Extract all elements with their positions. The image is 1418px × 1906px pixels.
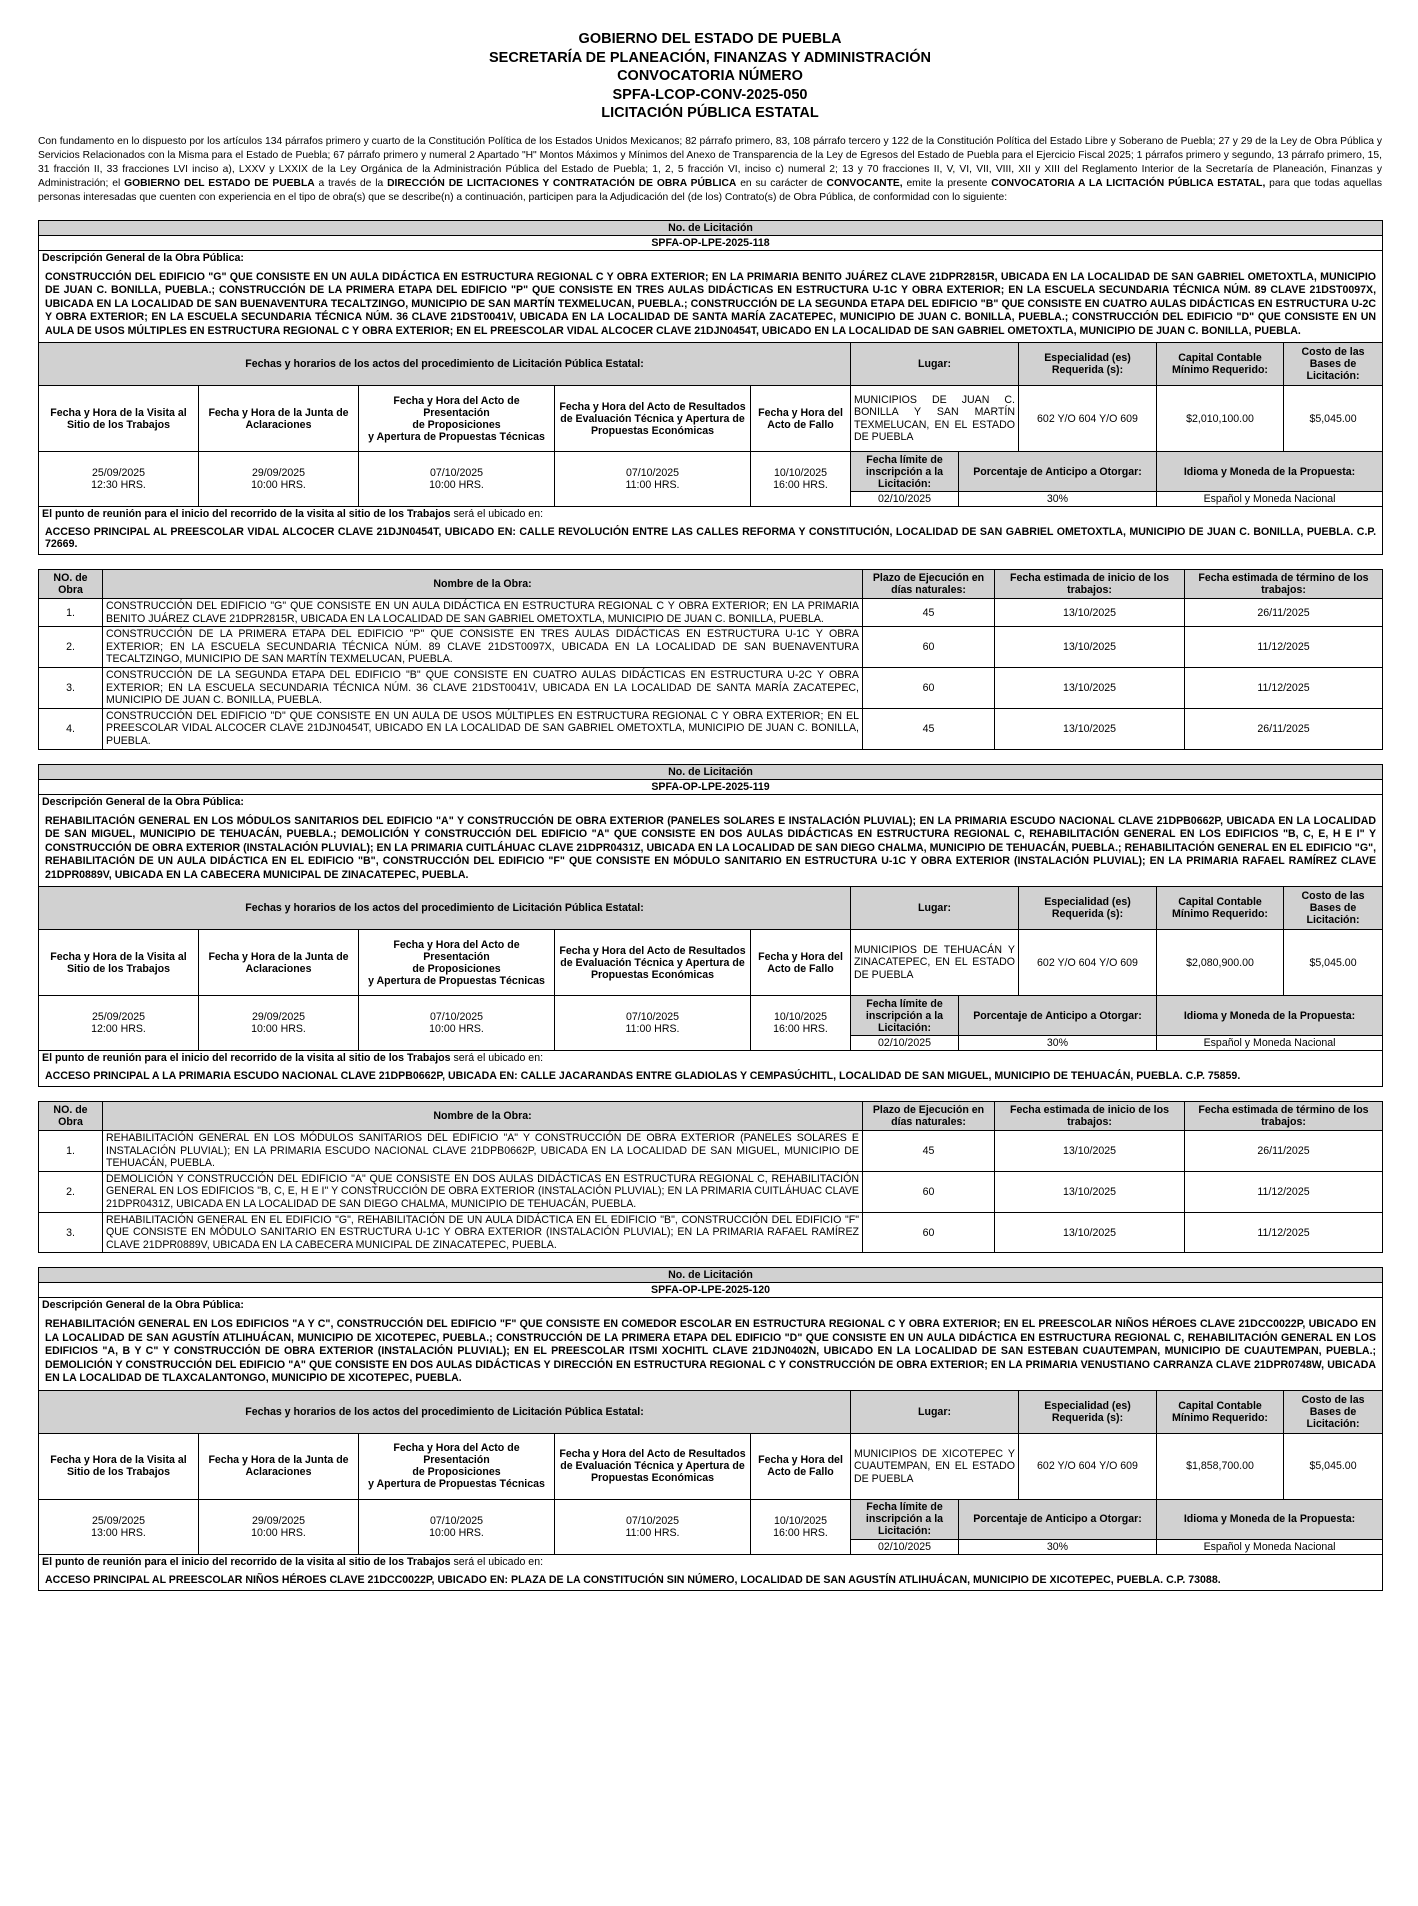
obra-nombre: CONSTRUCCIÓN DE LA SEGUNDA ETAPA DEL EDIFICIO "B" QUE CONSISTE EN CUATRO AULAS DIDÁCTICAS EN ESTRUCTURA U-2C Y OBRA EXTERIOR; EN LA ESCUELA SECUNDARIA TÉCNICA NÚM. 36 CLAVE 21DST0041V, UBICADA EN LA LOCALIDAD DE SANTA MARÍA ZACATEPEC, MUNICIPIO DE JUAN C. BONILLA, PUEBLA.: [103, 667, 863, 708]
fallo-label: Fecha y Hora del Acto de Fallo: [751, 930, 851, 996]
obra-termino: 26/11/2025: [1185, 708, 1383, 749]
punto-reunion-value: ACCESO PRINCIPAL AL PREESCOLAR NIÑOS HÉROES CLAVE 21DCC0022P, UBICADO EN: PLAZA DE LA CONSTITUCIÓN SIN NÚMERO, LOCALIDAD DE SAN AGUSTÍN ATLIHUÁCAN, MUNICIPIO DE XICOTEPEC, PUEBLA. C.P. 73088.: [39, 1569, 1383, 1591]
lugar-value: MUNICIPIOS DE JUAN C. BONILLA Y SAN MARTÍN TEXMELUCAN, EN EL ESTADO DE PUEBLA: [851, 386, 1019, 452]
obra-no: 4.: [39, 708, 103, 749]
lugar-label: Lugar:: [851, 1390, 1019, 1433]
capital-value: $1,858,700.00: [1157, 1433, 1284, 1499]
capital-label: Capital Contable Mínimo Requerido:: [1157, 1390, 1284, 1433]
anticipo-value: 30%: [959, 1036, 1157, 1051]
no-licitacion-label: No. de Licitación: [39, 220, 1383, 235]
especialidad-value: 602 Y/O 604 Y/O 609: [1019, 1433, 1157, 1499]
licitacion-block-1: [38, 220, 1382, 750]
obra-no: 1.: [39, 599, 103, 627]
header-line-4: SPFA-LCOP-CONV-2025-050: [612, 86, 808, 103]
junta-label: Fecha y Hora de la Junta de Aclaraciones: [199, 386, 359, 452]
visita-value: 25/09/2025 12:30 HRS.: [39, 452, 199, 507]
presentacion-value: 07/10/2025 10:00 HRS.: [359, 452, 555, 507]
descripcion-label: Descripción General de la Obra Pública:: [39, 794, 1383, 809]
capital-label: Capital Contable Mínimo Requerido:: [1157, 887, 1284, 930]
obra-inicio: 13/10/2025: [995, 599, 1185, 627]
descripcion-label: Descripción General de la Obra Pública:: [39, 1298, 1383, 1313]
capital-label: Capital Contable Mínimo Requerido:: [1157, 343, 1284, 386]
punto-reunion-label: El punto de reunión para el inicio del recorrido de la visita al sitio de los Trabajos será el ubicado en:: [39, 1051, 1383, 1066]
descripcion-text: REHABILITACIÓN GENERAL EN LOS EDIFICIOS "A Y C", CONSTRUCCIÓN DEL EDIFICIO "F" QUE CONSISTE EN COMEDOR ESCOLAR EN ESTRUCTURA REGIONAL C Y OBRA EXTERIOR; EN EL PREESCOLAR NIÑOS HÉROES CLAVE 21DCC0022P, UBICADO EN LA LOCALIDAD DE SAN AGUSTÍN ATLIHUÁCAN, MUNICIPIO DE XICOTEPEC, PUEBLA.; CONSTRUCCIÓN DE LA PRIMERA ETAPA DEL EDIFICIO "D" QUE CONSISTE EN UN AULA DIDÁCTICA EN ESTRUCTURA REGIONAL C, REHABILITACIÓN GENERAL EN LOS EDIFICIOS "A, B Y C" Y CONSTRUCCIÓN DE OBRA EXTERIOR (INSTALACIÓN PLUVIAL); EN EL PREESCOLAR ITSMI XOCHITL CLAVE 21DJN0402N, UBICADO EN LA LOCALIDAD DE SAN ESTEBAN CUAUTEMPAN, MUNICIPIO DE CUAUTEMPAN, PUEBLA.; DEMOLICIÓN Y CONSTRUCCIÓN DEL EDIFICIO "A" QUE CONSISTE EN DOS AULAS DIDÁCTICAS Y DIRECCIÓN EN ESTRUCTURA REGIONAL C Y CONSTRUCCIÓN DE OBRA EXTERIOR; EN LA PRIMARIA VENUSTIANO CARRANZA CLAVE 21DPR0748W, UBICADA EN LA LOCALIDAD DE TLAXCALANTONGO, MUNICIPIO DE XICOTEPEC, PUEBLA.: [39, 1312, 1383, 1390]
presentacion-label: Fecha y Hora del Acto de Presentación de Proposiciones y Apertura de Propuestas Técnicas: [359, 386, 555, 452]
idioma-value: Español y Moneda Nacional: [1157, 1539, 1383, 1554]
resultados-label: Fecha y Hora del Acto de Resultados de Evaluación Técnica y Apertura de Propuestas Económicas: [555, 386, 751, 452]
limite-value: 02/10/2025: [851, 1539, 959, 1554]
presentacion-value: 07/10/2025 10:00 HRS.: [359, 1499, 555, 1554]
obra-plazo: 45: [863, 1131, 995, 1172]
costo-label: Costo de las Bases de Licitación:: [1284, 343, 1383, 386]
licitacion-table: [38, 1267, 1383, 1591]
fallo-value: 10/10/2025 16:00 HRS.: [751, 1499, 851, 1554]
fallo-value: 10/10/2025 16:00 HRS.: [751, 996, 851, 1051]
anticipo-label: Porcentaje de Anticipo a Otorgar:: [959, 996, 1157, 1036]
no-licitacion-label: No. de Licitación: [39, 764, 1383, 779]
obra-nombre: CONSTRUCCIÓN DEL EDIFICIO "G" QUE CONSISTE EN UN AULA DIDÁCTICA EN ESTRUCTURA REGIONAL C Y OBRA EXTERIOR; EN LA PRIMARIA BENITO JUÁREZ CLAVE 21DPR2815R, UBICADA EN LA LOCALIDAD DE SAN GABRIEL OMETOXTLA, MUNICIPIO DE JUAN C. BONILLA, PUEBLA.: [103, 599, 863, 627]
plazo-header: Plazo de Ejecución en días naturales:: [863, 570, 995, 599]
table-row: [39, 708, 1383, 749]
lugar-label: Lugar:: [851, 887, 1019, 930]
descripcion-text: CONSTRUCCIÓN DEL EDIFICIO "G" QUE CONSISTE EN UN AULA DIDÁCTICA EN ESTRUCTURA REGIONAL C Y OBRA EXTERIOR; EN LA PRIMARIA BENITO JUÁREZ CLAVE 21DPR2815R, UBICADA EN LA LOCALIDAD DE SAN GABRIEL OMETOXTLA, MUNICIPIO DE JUAN C. BONILLA, PUEBLA.; CONSTRUCCIÓN DE LA PRIMERA ETAPA DEL EDIFICIO "P" QUE CONSISTE EN TRES AULAS DIDÁCTICAS EN ESTRUCTURA U-1C Y OBRA EXTERIOR; EN LA ESCUELA SECUNDARIA TÉCNICA NÚM. 89 CLAVE 21DST0097X, UBICADA EN LA LOCALIDAD DE SAN BUENAVENTURA TECALTZINGO, MUNICIPIO DE SAN MARTÍN TEXMELUCAN, PUEBLA.; CONSTRUCCIÓN DE LA SEGUNDA ETAPA DEL EDIFICIO "B" QUE CONSISTE EN CUATRO AULAS DIDÁCTICAS EN ESTRUCTURA U-2C Y OBRA EXTERIOR; EN LA ESCUELA SECUNDARIA TÉCNICA NÚM. 36 CLAVE 21DST0041V, UBICADA EN LA LOCALIDAD DE SANTA MARÍA ZACATEPEC, MUNICIPIO DE JUAN C. BONILLA, PUEBLA.; CONSTRUCCIÓN DEL EDIFICIO "D" QUE CONSISTE EN UN AULA DE USOS MÚLTIPLES EN ESTRUCTURA REGIONAL C Y OBRA EXTERIOR; EN EL PREESCOLAR VIDAL ALCOCER CLAVE 21DJN0454T, UBICADO EN LA LOCALIDAD DE SAN GABRIEL OMETOXTLA, MUNICIPIO DE JUAN C. BONILLA, PUEBLA.: [39, 265, 1383, 343]
inicio-header: Fecha estimada de inicio de los trabajos:: [995, 570, 1185, 599]
resultados-value: 07/10/2025 11:00 HRS.: [555, 452, 751, 507]
obra-no: 1.: [39, 1131, 103, 1172]
especialidad-value: 602 Y/O 604 Y/O 609: [1019, 386, 1157, 452]
licitacion-numero: SPFA-OP-LPE-2025-118: [39, 235, 1383, 250]
costo-label: Costo de las Bases de Licitación:: [1284, 1390, 1383, 1433]
nombre-obra-header: Nombre de la Obra:: [103, 1102, 863, 1131]
licitacion-table: [38, 220, 1383, 556]
obra-nombre: DEMOLICIÓN Y CONSTRUCCIÓN DEL EDIFICIO "A" QUE CONSISTE EN DOS AULAS DIDÁCTICAS EN ESTRUCTURA REGIONAL C, REHABILITACIÓN GENERAL EN LOS EDIFICIOS "B, C, E, H E I" Y CONSTRUCCIÓN DE OBRA EXTERIOR (INSTALACIÓN PLUVIAL); EN LA PRIMARIA CUITLÁHUAC CLAVE 21DPR0431Z, UBICADA EN LA LOCALIDAD DE SAN DIEGO CHALMA, MUNICIPIO DE TEHUACÁN, PUEBLA.: [103, 1171, 863, 1212]
no-obra-header: NO. de Obra: [39, 570, 103, 599]
limite-label: Fecha límite de inscripción a la Licitación:: [851, 1499, 959, 1539]
obra-plazo: 60: [863, 627, 995, 668]
document-page: [38, 30, 1382, 1591]
capital-value: $2,010,100.00: [1157, 386, 1284, 452]
obra-plazo: 60: [863, 1171, 995, 1212]
obra-termino: 26/11/2025: [1185, 1131, 1383, 1172]
header-line-2: SECRETARÍA DE PLANEACIÓN, FINANZAS Y ADMINISTRACIÓN: [488, 49, 931, 66]
resultados-value: 07/10/2025 11:00 HRS.: [555, 1499, 751, 1554]
fallo-label: Fecha y Hora del Acto de Fallo: [751, 1433, 851, 1499]
obra-plazo: 60: [863, 667, 995, 708]
fechas-horarios-label: Fechas y horarios de los actos del procedimiento de Licitación Pública Estatal:: [39, 1390, 851, 1433]
especialidad-label: Especialidad (es) Requerida (s):: [1019, 343, 1157, 386]
no-licitacion-label: No. de Licitación: [39, 1268, 1383, 1283]
idioma-label: Idioma y Moneda de la Propuesta:: [1157, 452, 1383, 492]
licitacion-numero: SPFA-OP-LPE-2025-120: [39, 1283, 1383, 1298]
inicio-header: Fecha estimada de inicio de los trabajos:: [995, 1102, 1185, 1131]
header-line-5: LICITACIÓN PÚBLICA ESTATAL: [601, 105, 819, 121]
junta-value: 29/09/2025 10:00 HRS.: [199, 452, 359, 507]
junta-label: Fecha y Hora de la Junta de Aclaraciones: [199, 930, 359, 996]
obra-nombre: REHABILITACIÓN GENERAL EN EL EDIFICIO "G", REHABILITACIÓN DE UN AULA DIDÁCTICA EN EL EDIFICIO "B", CONSTRUCCIÓN DEL EDIFICIO "F" QUE CONSISTE EN MÓDULO SANITARIO EN ESTRUCTURA U-1C Y OBRA EXTERIOR (INSTALACIÓN PLUVIAL); EN LA PRIMARIA RAFAEL RAMÍREZ CLAVE 21DPR0889V, UBICADA EN LA CABECERA MUNICIPAL DE ZINACATEPEC, PUEBLA.: [103, 1212, 863, 1253]
obra-no: 2.: [39, 1171, 103, 1212]
costo-label: Costo de las Bases de Licitación:: [1284, 887, 1383, 930]
obra-no: 2.: [39, 627, 103, 668]
header-line-3: CONVOCATORIA NÚMERO: [617, 68, 803, 84]
anticipo-label: Porcentaje de Anticipo a Otorgar:: [959, 1499, 1157, 1539]
idioma-value: Español y Moneda Nacional: [1157, 1036, 1383, 1051]
punto-reunion-label: El punto de reunión para el inicio del recorrido de la visita al sitio de los Trabajos será el ubicado en:: [39, 1554, 1383, 1569]
table-row: [39, 1171, 1383, 1212]
obra-termino: 11/12/2025: [1185, 627, 1383, 668]
punto-reunion-label: El punto de reunión para el inicio del recorrido de la visita al sitio de los Trabajos será el ubicado en:: [39, 507, 1383, 522]
limite-value: 02/10/2025: [851, 492, 959, 507]
document-header: [38, 30, 1382, 123]
junta-label: Fecha y Hora de la Junta de Aclaraciones: [199, 1433, 359, 1499]
obra-inicio: 13/10/2025: [995, 667, 1185, 708]
resultados-label: Fecha y Hora del Acto de Resultados de Evaluación Técnica y Apertura de Propuestas Económicas: [555, 930, 751, 996]
presentacion-label: Fecha y Hora del Acto de Presentación de Proposiciones y Apertura de Propuestas Técnicas: [359, 930, 555, 996]
obra-inicio: 13/10/2025: [995, 1131, 1185, 1172]
fallo-label: Fecha y Hora del Acto de Fallo: [751, 386, 851, 452]
obra-inicio: 13/10/2025: [995, 1212, 1185, 1253]
lugar-label: Lugar:: [851, 343, 1019, 386]
obras-table: [38, 569, 1383, 750]
obras-table: [38, 1101, 1383, 1253]
presentacion-value: 07/10/2025 10:00 HRS.: [359, 996, 555, 1051]
obra-nombre: CONSTRUCCIÓN DEL EDIFICIO "D" QUE CONSISTE EN UN AULA DE USOS MÚLTIPLES EN ESTRUCTURA REGIONAL C Y OBRA EXTERIOR; EN EL PREESCOLAR VIDAL ALCOCER CLAVE 21DJN0454T, UBICADO EN LA LOCALIDAD DE SAN GABRIEL OMETOXTLA, MUNICIPIO DE JUAN C. BONILLA, PUEBLA.: [103, 708, 863, 749]
limite-value: 02/10/2025: [851, 1036, 959, 1051]
obra-nombre: REHABILITACIÓN GENERAL EN LOS MÓDULOS SANITARIOS DEL EDIFICIO "A" Y CONSTRUCCIÓN DE OBRA EXTERIOR (PANELES SOLARES E INSTALACIÓN PLUVIAL); EN LA PRIMARIA ESCUDO NACIONAL CLAVE 21DPB0662P, UBICADA EN LA LOCALIDAD DE SAN MIGUEL, MUNICIPIO DE TEHUACÁN, PUEBLA.: [103, 1131, 863, 1172]
obra-plazo: 60: [863, 1212, 995, 1253]
obra-inicio: 13/10/2025: [995, 708, 1185, 749]
obra-plazo: 45: [863, 708, 995, 749]
fechas-horarios-label: Fechas y horarios de los actos del procedimiento de Licitación Pública Estatal:: [39, 343, 851, 386]
punto-reunion-value: ACCESO PRINCIPAL AL PREESCOLAR VIDAL ALCOCER CLAVE 21DJN0454T, UBICADO EN: CALLE REVOLUCIÓN ENTRE LAS CALLES REFORMA Y CONSTITUCIÓN, LOCALIDAD DE SAN GABRIEL OMETOXTLA, MUNICIPIO DE JUAN C. BONILLA, PUEBLA. C.P. 72669.: [39, 521, 1383, 555]
obra-inicio: 13/10/2025: [995, 627, 1185, 668]
obra-no: 3.: [39, 667, 103, 708]
presentacion-label: Fecha y Hora del Acto de Presentación de Proposiciones y Apertura de Propuestas Técnicas: [359, 1433, 555, 1499]
costo-value: $5,045.00: [1284, 386, 1383, 452]
termino-header: Fecha estimada de término de los trabajos:: [1185, 1102, 1383, 1131]
junta-value: 29/09/2025 10:00 HRS.: [199, 996, 359, 1051]
visita-value: 25/09/2025 13:00 HRS.: [39, 1499, 199, 1554]
table-row: [39, 627, 1383, 668]
capital-value: $2,080,900.00: [1157, 930, 1284, 996]
costo-value: $5,045.00: [1284, 930, 1383, 996]
licitacion-table: [38, 764, 1383, 1088]
table-row: [39, 1131, 1383, 1172]
resultados-label: Fecha y Hora del Acto de Resultados de Evaluación Técnica y Apertura de Propuestas Económicas: [555, 1433, 751, 1499]
punto-reunion-value: ACCESO PRINCIPAL A LA PRIMARIA ESCUDO NACIONAL CLAVE 21DPB0662P, UBICADA EN: CALLE JACARANDAS ENTRE GLADIOLAS Y CEMPASÚCHITL, LOCALIDAD DE SAN MIGUEL, MUNICIPIO DE TEHUACÁN, PUEBLA. C.P. 75859.: [39, 1065, 1383, 1087]
obra-termino: 11/12/2025: [1185, 1212, 1383, 1253]
no-obra-header: NO. de Obra: [39, 1102, 103, 1131]
intro-paragraph: Con fundamento en lo dispuesto por los artículos 134 párrafos primero y cuarto de la Constitución Política de los Estados Unidos Mexicanos; 82 párrafo primero, 83, 108 párrafo tercero y 122 de la Constitución Política del Estado Libre y Soberano de Puebla; 27 y 29 de la Ley de Obra Pública y Servicios Relacionados con la Misma para el Estado de Puebla; 67 párrafo primero y numeral 2 Apartado "H" Montos Máximos y Mínimos del Anexo de Transparencia de la Ley de Egresos del Estado de Puebla para el Ejercicio Fiscal 2025; 1 párrafos primero y segundo, 13 párrafo primero, 15, 31 fracción II, 33 fracciones LVI inciso a), LXXV y LXXIX de la Ley Orgánica de la Administración Pública del Estado de Puebla; 1, 2, 5 fracción VI, inciso c) numeral 2; 13 y 70 fracciones II, V, VI, VII, VIII, XII y XIII del Reglamento Interior de la Secretaría de Planeación, Finanzas y Administración; el GOBIERNO DEL ESTADO DE PUEBLA a través de la DIRECCIÓN DE LICITACIONES Y CONTRATACIÓN DE OBRA PÚBLICA en su carácter de CONVOCANTE, emite la presente CONVOCATORIA A LA LICITACIÓN PÚBLICA ESTATAL, para que todas aquellas personas interesadas que cuenten con experiencia en el tipo de obra(s) que se describe(n) a continuación, participen para la Adjudicación del (de los) Contrato(s) de Obra Pública, de conformidad con lo siguiente:: [38, 135, 1382, 204]
table-row: [39, 599, 1383, 627]
especialidad-label: Especialidad (es) Requerida (s):: [1019, 887, 1157, 930]
idioma-label: Idioma y Moneda de la Propuesta:: [1157, 1499, 1383, 1539]
licitacion-block-2: [38, 764, 1382, 1254]
licitacion-block-3: [38, 1267, 1382, 1591]
visita-value: 25/09/2025 12:00 HRS.: [39, 996, 199, 1051]
resultados-value: 07/10/2025 11:00 HRS.: [555, 996, 751, 1051]
anticipo-label: Porcentaje de Anticipo a Otorgar:: [959, 452, 1157, 492]
obra-plazo: 45: [863, 599, 995, 627]
limite-label: Fecha límite de inscripción a la Licitación:: [851, 996, 959, 1036]
visita-label: Fecha y Hora de la Visita al Sitio de los Trabajos: [39, 930, 199, 996]
licitacion-numero: SPFA-OP-LPE-2025-119: [39, 779, 1383, 794]
termino-header: Fecha estimada de término de los trabajos:: [1185, 570, 1383, 599]
header-line-1: GOBIERNO DEL ESTADO DE PUEBLA: [578, 31, 842, 47]
nombre-obra-header: Nombre de la Obra:: [103, 570, 863, 599]
junta-value: 29/09/2025 10:00 HRS.: [199, 1499, 359, 1554]
plazo-header: Plazo de Ejecución en días naturales:: [863, 1102, 995, 1131]
lugar-value: MUNICIPIOS DE XICOTEPEC Y CUAUTEMPAN, EN EL ESTADO DE PUEBLA: [851, 1433, 1019, 1499]
visita-label: Fecha y Hora de la Visita al Sitio de los Trabajos: [39, 1433, 199, 1499]
licitaciones-container: [38, 220, 1382, 1591]
costo-value: $5,045.00: [1284, 1433, 1383, 1499]
fallo-value: 10/10/2025 16:00 HRS.: [751, 452, 851, 507]
obra-nombre: CONSTRUCCIÓN DE LA PRIMERA ETAPA DEL EDIFICIO "P" QUE CONSISTE EN TRES AULAS DIDÁCTICAS EN ESTRUCTURA U-1C Y OBRA EXTERIOR; EN LA ESCUELA SECUNDARIA TÉCNICA NÚM. 89 CLAVE 21DST0097X, UBICADA EN LA LOCALIDAD DE SAN BUENAVENTURA TECALTZINGO, MUNICIPIO DE SAN MARTÍN TEXMELUCAN, PUEBLA.: [103, 627, 863, 668]
table-row: [39, 667, 1383, 708]
lugar-value: MUNICIPIOS DE TEHUACÁN Y ZINACATEPEC, EN EL ESTADO DE PUEBLA: [851, 930, 1019, 996]
especialidad-label: Especialidad (es) Requerida (s):: [1019, 1390, 1157, 1433]
idioma-label: Idioma y Moneda de la Propuesta:: [1157, 996, 1383, 1036]
obra-termino: 26/11/2025: [1185, 599, 1383, 627]
table-row: [39, 1212, 1383, 1253]
anticipo-value: 30%: [959, 492, 1157, 507]
obra-inicio: 13/10/2025: [995, 1171, 1185, 1212]
descripcion-text: REHABILITACIÓN GENERAL EN LOS MÓDULOS SANITARIOS DEL EDIFICIO "A" Y CONSTRUCCIÓN DE OBRA EXTERIOR (PANELES SOLARES E INSTALACIÓN PLUVIAL); EN LA PRIMARIA ESCUDO NACIONAL CLAVE 21DPB0662P, UBICADA EN LA LOCALIDAD DE SAN MIGUEL, MUNICIPIO DE TEHUACÁN, PUEBLA.; DEMOLICIÓN Y CONSTRUCCIÓN DEL EDIFICIO "A" QUE CONSISTE EN DOS AULAS DIDÁCTICAS EN ESTRUCTURA REGIONAL C, REHABILITACIÓN GENERAL EN LOS EDIFICIOS "B, C, E, H E I" Y CONSTRUCCIÓN DE OBRA EXTERIOR (INSTALACIÓN PLUVIAL); EN LA PRIMARIA CUITLÁHUAC CLAVE 21DPR0431Z, UBICADA EN LA LOCALIDAD DE SAN DIEGO CHALMA, MUNICIPIO DE TEHUACÁN, PUEBLA.; REHABILITACIÓN GENERAL EN EL EDIFICIO "G", REHABILITACIÓN DE UN AULA DIDÁCTICA EN EL EDIFICIO "B", CONSTRUCCIÓN DEL EDIFICIO "F" QUE CONSISTE EN MÓDULO SANITARIO EN ESTRUCTURA U-1C Y OBRA EXTERIOR (INSTALACIÓN PLUVIAL); EN LA PRIMARIA RAFAEL RAMÍREZ CLAVE 21DPR0889V, UBICADA EN LA CABECERA MUNICIPAL DE ZINACATEPEC, PUEBLA.: [39, 809, 1383, 887]
descripcion-label: Descripción General de la Obra Pública:: [39, 250, 1383, 265]
idioma-value: Español y Moneda Nacional: [1157, 492, 1383, 507]
limite-label: Fecha límite de inscripción a la Licitación:: [851, 452, 959, 492]
visita-label: Fecha y Hora de la Visita al Sitio de los Trabajos: [39, 386, 199, 452]
obra-termino: 11/12/2025: [1185, 667, 1383, 708]
anticipo-value: 30%: [959, 1539, 1157, 1554]
especialidad-value: 602 Y/O 604 Y/O 609: [1019, 930, 1157, 996]
fechas-horarios-label: Fechas y horarios de los actos del procedimiento de Licitación Pública Estatal:: [39, 887, 851, 930]
obra-termino: 11/12/2025: [1185, 1171, 1383, 1212]
obra-no: 3.: [39, 1212, 103, 1253]
